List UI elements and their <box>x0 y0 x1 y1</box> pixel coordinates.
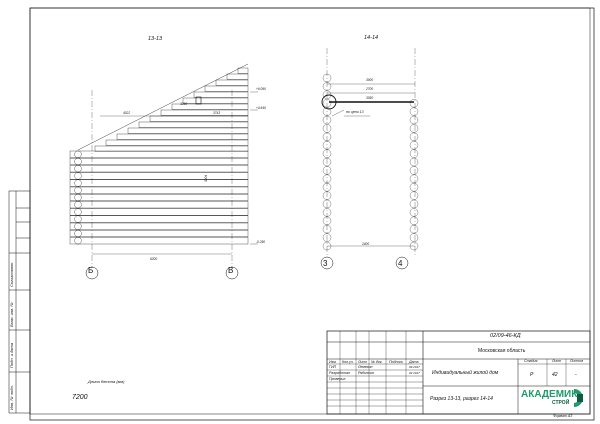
roof-line <box>78 64 248 150</box>
log-end <box>75 209 82 216</box>
wall-log <box>70 165 248 172</box>
level-bottom: -0.290 <box>256 240 266 244</box>
gable-log <box>183 98 248 103</box>
wall-log <box>70 187 248 194</box>
section-13-13 <box>70 64 258 279</box>
gable-log <box>161 110 248 115</box>
axis-label-3: 3 <box>323 259 328 268</box>
dim-mid-a: 4022 <box>123 111 131 115</box>
bottom-note-label: Длина бетона (мм) <box>88 379 125 384</box>
gable-log <box>128 128 248 133</box>
wall-log <box>70 194 248 201</box>
col-izm: Изм. <box>329 360 337 364</box>
wall-log <box>70 173 248 180</box>
log-end <box>75 230 82 237</box>
doc-code: 02/09-46-КД <box>490 333 521 339</box>
dim-right-2: 2700 <box>366 87 374 91</box>
gable-log <box>150 116 248 121</box>
bottom-note-value: 7200 <box>72 394 88 401</box>
log-end-right <box>410 116 418 124</box>
stamp-inv-dup: Взам. инв. № <box>9 302 14 327</box>
log-end <box>75 237 82 244</box>
gable-log <box>227 74 248 79</box>
date-dev: 02.2017 <box>409 371 420 375</box>
wall-log <box>70 158 248 165</box>
log-end-right <box>410 124 418 132</box>
wall-log <box>70 223 248 230</box>
gable-log <box>139 122 248 127</box>
dim-right-bottom: 2400 <box>362 242 370 246</box>
dim-mid-b: 3743 <box>213 111 221 115</box>
gable-log <box>238 68 248 73</box>
dim-right-3: 3050 <box>366 96 374 100</box>
stage-value: Р <box>530 372 534 378</box>
dim-bottom-left: 6200 <box>150 257 158 261</box>
log-end-right <box>410 141 418 149</box>
axis-label-v: В <box>228 266 234 275</box>
sheet-title: Разрез 13-13, разрез 14-14 <box>430 396 493 402</box>
wall-log <box>70 209 248 216</box>
logo-main-text: АКАДЕМИК <box>521 389 578 400</box>
wall-log <box>70 151 248 158</box>
section-title-right: 14-14 <box>364 35 379 41</box>
gable-log <box>194 92 248 97</box>
axis-label-4: 4 <box>398 259 403 268</box>
log-end <box>75 194 82 201</box>
role-dev: Разработал <box>329 371 350 375</box>
level-mid: +4.640 <box>256 106 266 110</box>
log-end-right <box>410 208 418 216</box>
stage-label: Стадия <box>524 359 538 363</box>
outer-frame <box>30 8 594 420</box>
col-sign: Подпись <box>389 360 404 364</box>
sheets-value: - <box>575 372 577 378</box>
log-end-right <box>410 108 418 116</box>
leader-note: по цепи 13 <box>346 110 364 114</box>
leader-line <box>332 110 344 116</box>
log-end <box>75 180 82 187</box>
name-dev: Рябинкин <box>358 371 374 375</box>
stamp-inv-orig: Инв. № подл. <box>9 385 14 410</box>
log-end-right <box>410 200 418 208</box>
col-date: Дата <box>409 360 419 364</box>
log-end-right <box>410 175 418 183</box>
stamp-sign-date: Подп. и дата <box>9 342 14 368</box>
wall-log <box>70 201 248 208</box>
log-end <box>75 201 82 208</box>
region-name: Московская область <box>478 348 526 354</box>
log-end <box>75 158 82 165</box>
wall-log <box>70 230 248 237</box>
log-end <box>75 187 82 194</box>
log-end <box>75 151 82 158</box>
log-end-right <box>410 166 418 174</box>
sheets-label: Листов <box>570 359 584 363</box>
dim-height: 3204 <box>204 174 208 182</box>
name-gip: Лемехин <box>358 365 373 369</box>
sheet-no-value: 42 <box>552 372 558 378</box>
wall-log <box>70 216 248 223</box>
format-label: Формат А3 <box>553 414 573 418</box>
log-end <box>75 223 82 230</box>
log-end-right <box>410 192 418 200</box>
wall-log <box>70 180 248 187</box>
col-list: Лист <box>358 360 368 364</box>
gable-log <box>117 134 248 139</box>
log-end-right <box>410 234 418 242</box>
dim-top-left: 3290 <box>180 102 188 106</box>
log-end-right <box>410 99 418 107</box>
logo-sub-text: СТРОЙ <box>552 400 570 406</box>
log-end-right <box>410 158 418 166</box>
axis-label-b: Б <box>88 266 94 275</box>
sheet-label: Лист <box>552 359 562 363</box>
gable-log <box>216 80 248 85</box>
log-end-right <box>410 217 418 225</box>
stamp-agreed: Согласовано <box>9 262 14 287</box>
gable-log <box>205 86 248 91</box>
section-title-left: 13-13 <box>148 36 163 42</box>
log-end-right <box>410 133 418 141</box>
log-end-right <box>410 183 418 191</box>
col-doc: № док. <box>371 360 383 364</box>
gable-log <box>95 146 248 151</box>
wall-log <box>70 237 248 244</box>
log-end <box>75 216 82 223</box>
log-end <box>75 173 82 180</box>
col-kol: Кол.уч. <box>342 360 354 364</box>
role-chk: Проверил <box>329 377 346 381</box>
role-gip: ГИП <box>329 365 337 369</box>
log-end-right <box>410 150 418 158</box>
level-top: +6.090 <box>256 87 266 91</box>
gable-log <box>106 140 248 145</box>
date-gip: 09.2017 <box>409 365 420 369</box>
object-name: Индивидуальный жилой дом <box>432 370 499 376</box>
log-end <box>75 165 82 172</box>
dim-right-1: 3000 <box>366 78 374 82</box>
log-end-right <box>410 225 418 233</box>
